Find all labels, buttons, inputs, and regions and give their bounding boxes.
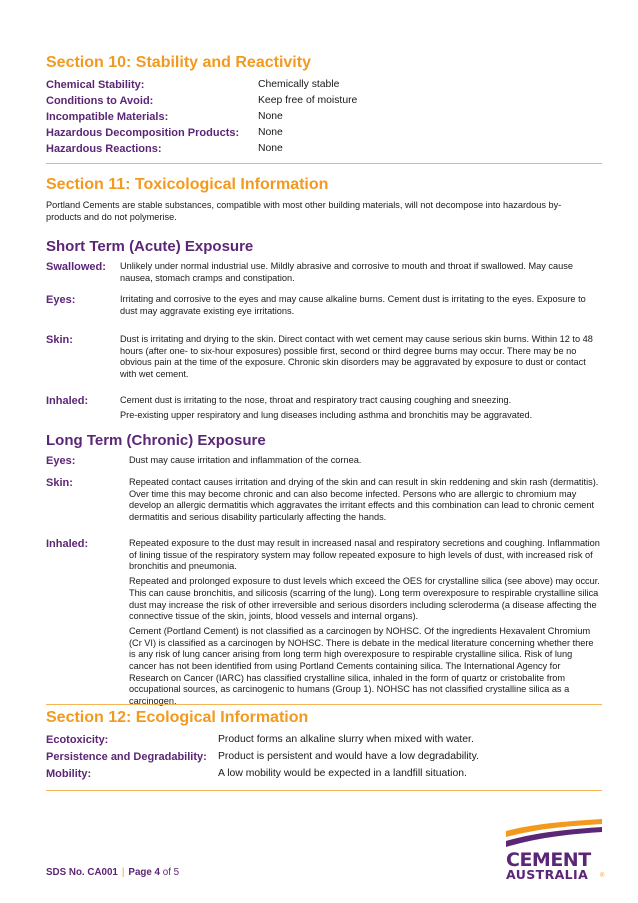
section12-title: Section 12: Ecological Information [46,709,309,726]
section10-title: Section 10: Stability and Reactivity [46,54,311,71]
kv-label: Ecotoxicity: [46,734,109,746]
logo-wordmark-line2: AUSTRALIA [506,867,589,882]
kv-value: A low mobility would be expected in a landfill situation. [218,768,467,779]
exposure-text [129,455,602,470]
exposure-label: Inhaled: [46,395,89,407]
exposure-text [120,334,602,384]
exposure-text [129,538,602,711]
page-footer [46,867,179,878]
cement-australia-logo [502,815,612,885]
section11-intro: Portland Cements are stable substances, compatible with most other building materials, will not decompose into hazardous by-products and do not polymerise. [46,200,562,222]
kv-label: Mobility: [46,768,92,780]
exposure-paragraph: Dust may cause irritation and inflammation of the cornea. [129,455,362,465]
exposure-label: Eyes: [46,294,76,306]
kv-label: Hazardous Reactions: [46,143,162,155]
exposure-paragraph: Irritating and corrosive to the eyes and may cause alkaline burns. Cement dust is irritating to the eyes. Exposure to dust may aggravate existing eye irritations. [120,294,586,316]
kv-value: Product is persistent and would have a low degradability. [218,751,479,762]
exposure-paragraph: Unlikely under normal industrial use. Mildly abrasive and corrosive to mouth and throat if swallowed. May cause nausea, stomach cramps and constipation. [120,261,573,283]
long-term-title: Long Term (Chronic) Exposure [46,432,266,449]
exposure-paragraph: Pre-existing upper respiratory and lung diseases including asthma and bronchitis may be aggravated. [120,409,533,420]
footer-separator: | [121,867,125,878]
logo-wordmark-line1: CEMENT [506,849,591,871]
exposure-paragraph: Repeated and prolonged exposure to dust levels which exceed the OES for crystalline silica (see above) may occur. This can cause bronchitis, and silicosis (scarring of the lung). Long term overexposure to respirable crystalline silica dust may increase the risk of other irreversible and serious disorders including scleroderma (a disease affecting the connective tissue of the skin, joints, blood vessels and internal organs). [129,576,600,622]
kv-value: None [258,143,283,154]
divider [46,163,602,164]
exposure-paragraph: Cement dust is irritating to the nose, throat and respiratory tract causing coughing and sneezing. [120,395,512,405]
exposure-text [120,294,602,320]
section11-title: Section 11: Toxicological Information [46,176,329,193]
exposure-paragraph: Dust is irritating and drying to the skin. Direct contact with wet cement may cause serious skin burns. Within 12 to 48 hours (after one- to six-hour exposures) possible first, second or third degree burns may occur. There may be no obvious pain at the time of the exposure. Chronic skin disorders may be aggravated by exposure to dust or contact with wet cement. [120,334,593,380]
registered-mark: ® [600,873,605,879]
kv-value: None [258,127,283,138]
divider [46,704,602,705]
exposure-paragraph: Cement (Portland Cement) is not classified as a carcinogen by NOHSC. Of the ingredients Hexavalent Chromium (Cr VI) is classified as a carcinogen by NOHSC. There is debate in the medical literature concerning whether there is any risk of lung cancer arising from long term high overexposure to respirable crystalline silica. Risk of lung cancer has not been identified from using Portland Cements containing silica. The International Agency for Research on Cancer (IARC) has classified crystalline silica, inhaled in the form of quartz or cristobalite from occupational sources, as carcinogenic to humans (Group 1). NOHSC has not classified crystalline silica as a carcinogen. [129,625,594,707]
kv-label: Chemical Stability: [46,79,145,91]
exposure-label: Inhaled: [46,538,89,550]
divider [46,790,602,791]
exposure-paragraph: Repeated exposure to the dust may result in increased nasal and respiratory secretions and coughing. Inflammation of lining tissue of the respiratory system may follow repeated exposure to high levels of dust, with increased risk of bronchitis and pneumonia. [129,538,600,572]
exposure-label: Eyes: [46,455,76,467]
exposure-label: Skin: [46,477,73,489]
page-label: Page 4 [128,867,161,878]
logo-swoosh-icon [502,815,612,851]
exposure-text [120,395,602,424]
sds-number: SDS No. CA001 [46,867,118,878]
exposure-paragraph: Repeated contact causes irritation and drying of the skin and can result in skin reddening and skin rash (dermatitis). Over time this may become chronic and can also become infected. Persons who are allergic to chromium may develop an allergic dermatitis which aggravates the irritant effects and this combination can lead to chronic cement dermatitis and serious disability particularly affecting the hands. [129,477,599,523]
kv-value: Keep free of moisture [258,95,358,106]
exposure-text [129,477,602,527]
kv-value: Chemically stable [258,79,340,90]
exposure-text [120,261,602,287]
kv-value: Product forms an alkaline slurry when mixed with water. [218,734,474,745]
kv-label: Persistence and Degradability: [46,751,207,763]
short-term-title: Short Term (Acute) Exposure [46,238,254,255]
exposure-label: Skin: [46,334,73,346]
exposure-label: Swallowed: [46,261,106,273]
page-total: of 5 [162,867,180,878]
kv-label: Conditions to Avoid: [46,95,154,107]
kv-value: None [258,111,283,122]
kv-label: Hazardous Decomposition Products: [46,127,240,139]
kv-label: Incompatible Materials: [46,111,169,123]
